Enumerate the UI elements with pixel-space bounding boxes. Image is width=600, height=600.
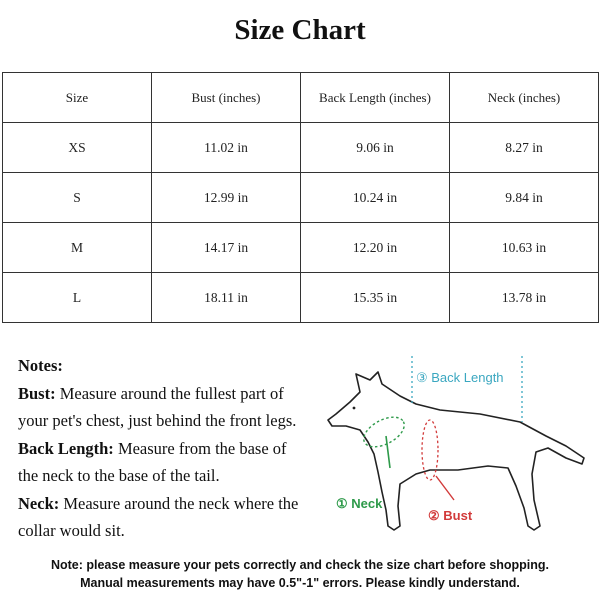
bust-text-1: Measure around the fullest part of [55,383,284,403]
note-back-length [18,435,358,463]
note-neck-cont: collar would sit. [18,521,125,540]
page-title: Size Chart [234,14,366,46]
neck-label: Neck: [18,493,60,513]
note-neck [18,490,358,518]
cell-bust: 18.11 in [152,273,301,323]
cell-size: XS [3,123,152,173]
footer-line-2: Manual measurements may have 0.5"-1" errors. Please kindly understand. [80,576,520,590]
cell-bust: 12.99 in [152,173,301,223]
bust-label: Bust: [18,383,56,403]
cell-size: M [3,223,152,273]
cell-neck: 13.78 in [450,273,599,323]
back-length-label: ③ Back Length [416,370,504,385]
header-bust: Bust (inches) [152,73,301,123]
neck-pointer-line [386,436,390,468]
header-neck: Neck (inches) [450,73,599,123]
dog-measurement-diagram [320,350,600,550]
cell-back-length: 10.24 in [301,173,450,223]
cell-size: S [3,173,152,223]
cell-back-length: 12.20 in [301,223,450,273]
note-back-length-cont: the neck to the base of the tail. [18,466,220,485]
table-row [3,123,599,173]
note-bust-cont: your pet's chest, just behind the front legs. [18,411,297,430]
cell-neck: 10.63 in [450,223,599,273]
neck-text-1: Measure around the neck where the [59,493,299,513]
footer-line-1: Note: please measure your pets correctly and check the size chart before shopping. [50,558,550,572]
cell-bust: 14.17 in [152,223,301,273]
cell-neck: 8.27 in [450,123,599,173]
cell-bust: 11.02 in [152,123,301,173]
table-row [3,173,599,223]
back-length-text-1: Measure from the base of [113,438,287,458]
header-back-length: Back Length (inches) [301,73,450,123]
bust-label: ② Bust [428,508,473,523]
table-row [3,223,599,273]
neck-label: ① Neck [336,496,383,511]
cell-neck: 9.84 in [450,173,599,223]
size-chart-table [2,72,599,323]
notes-heading: Notes: [18,356,63,375]
back-length-label: Back Length: [18,438,114,458]
footer-note [0,556,600,592]
note-bust [18,380,358,408]
header-size: Size [3,73,152,123]
cell-back-length: 9.06 in [301,123,450,173]
dog-eye [353,407,356,410]
cell-back-length: 15.35 in [301,273,450,323]
notes-section [18,352,358,545]
table-row [3,273,599,323]
bust-pointer-line [436,476,454,500]
neck-measure-ring [359,411,409,453]
cell-size: L [3,273,152,323]
table-header-row [3,73,599,123]
